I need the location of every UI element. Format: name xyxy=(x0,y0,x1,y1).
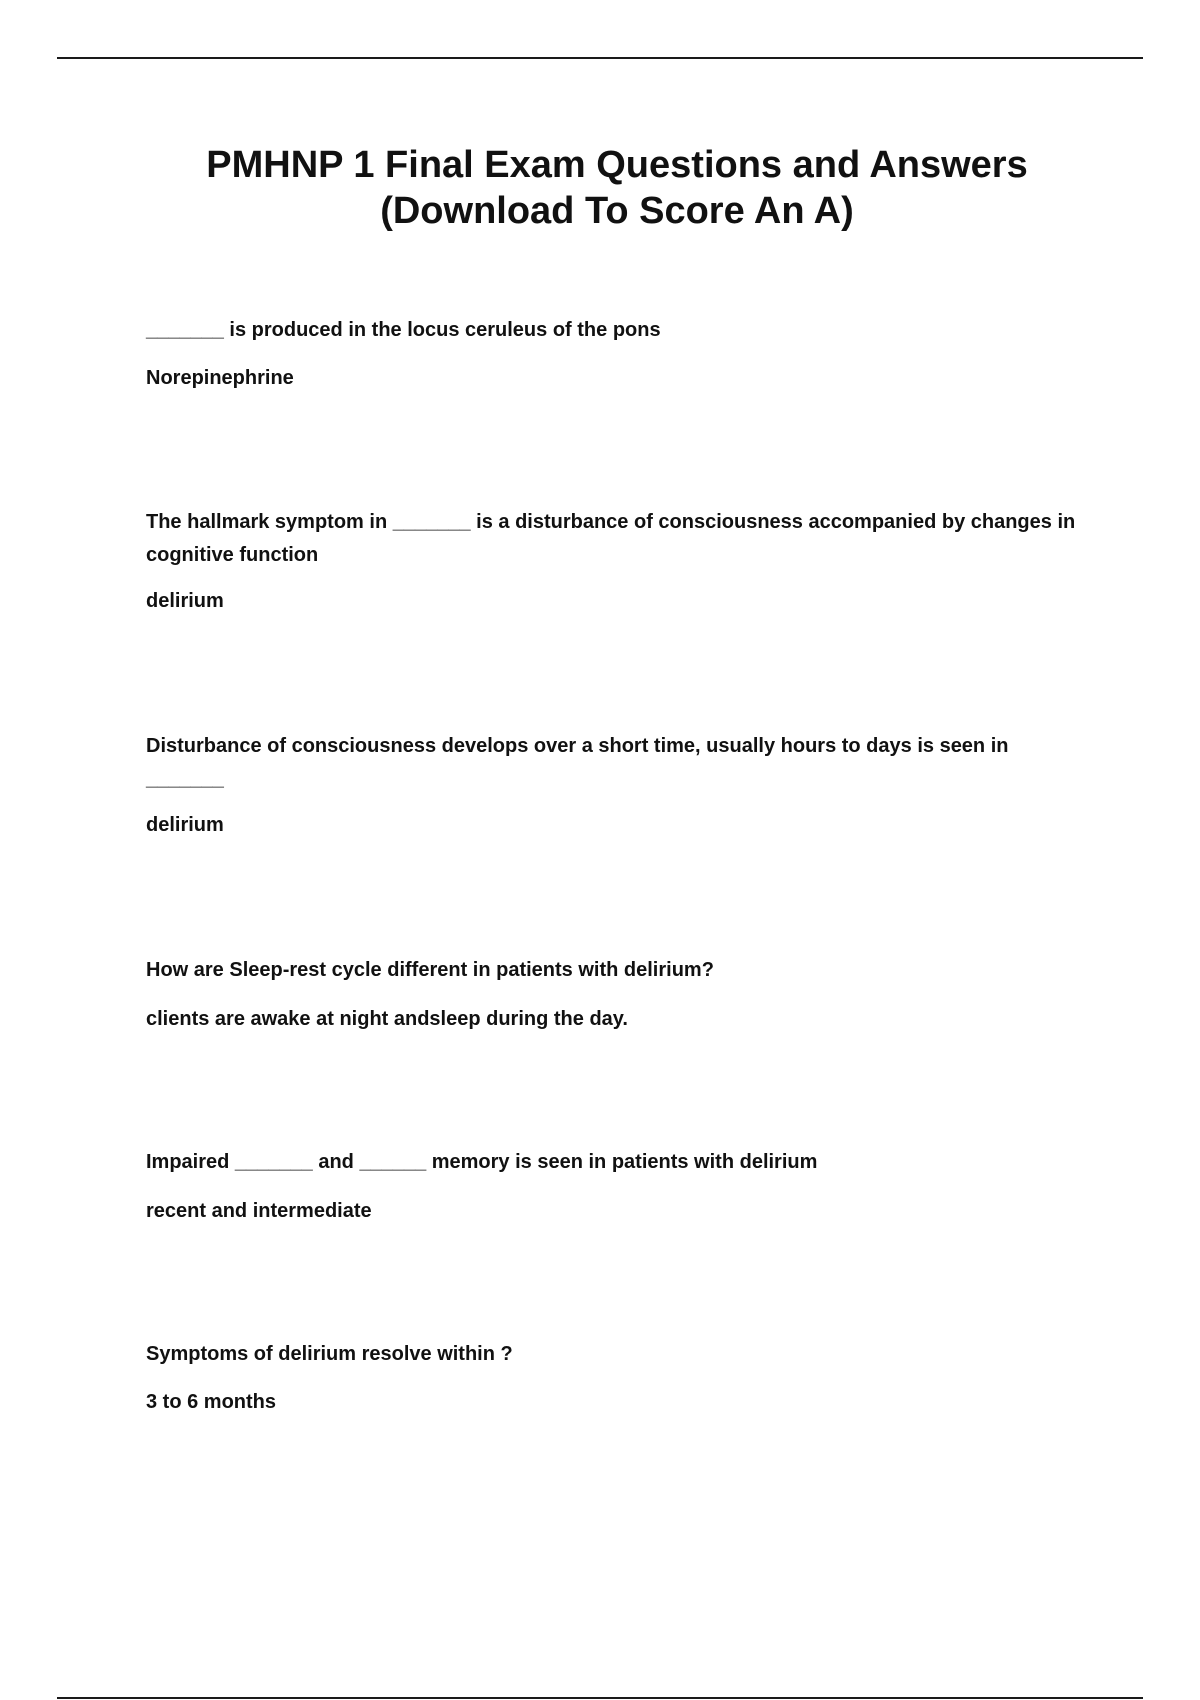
answer-text: Norepinephrine xyxy=(146,367,294,389)
answer-text: delirium xyxy=(146,814,224,836)
question-text: Symptoms of delirium resolve within ? xyxy=(146,1343,513,1365)
question-text: Impaired _______ and ______ memory is seen in patients with delirium xyxy=(146,1151,818,1173)
top-rule xyxy=(57,57,1143,59)
answer-text: delirium xyxy=(146,590,224,612)
title-line-2: (Download To Score An A) xyxy=(380,190,854,232)
title-line-1: PMHNP 1 Final Exam Questions and Answers xyxy=(206,144,1028,186)
question-text-part-1: Disturbance of consciousness develops over a short time, usually hours to days is seen in xyxy=(146,735,1009,757)
answer-text: recent and intermediate xyxy=(146,1200,372,1222)
qa-card-2 xyxy=(146,506,1106,618)
qa-card-4 xyxy=(146,954,1106,1036)
qa-card-3 xyxy=(146,730,1106,842)
question-text: _______ is produced in the locus ceruleus of the pons xyxy=(146,319,661,341)
question-text-part-2: _______ xyxy=(146,768,224,790)
answer-text: clients are awake at night andsleep during the day. xyxy=(146,1008,628,1030)
question-text xyxy=(146,730,1106,796)
answer-text: 3 to 6 months xyxy=(146,1391,277,1413)
question-text: The hallmark symptom in _______ is a disturbance of consciousness accompanied by changes in cognitive function xyxy=(146,511,1076,566)
qa-card-6 xyxy=(146,1338,1106,1419)
qa-card-5 xyxy=(146,1146,1106,1228)
page-title xyxy=(100,142,1134,234)
bottom-rule xyxy=(57,1697,1143,1699)
question-text: How are Sleep-rest cycle different in patients with delirium? xyxy=(146,959,714,981)
qa-card-1 xyxy=(146,314,1106,395)
